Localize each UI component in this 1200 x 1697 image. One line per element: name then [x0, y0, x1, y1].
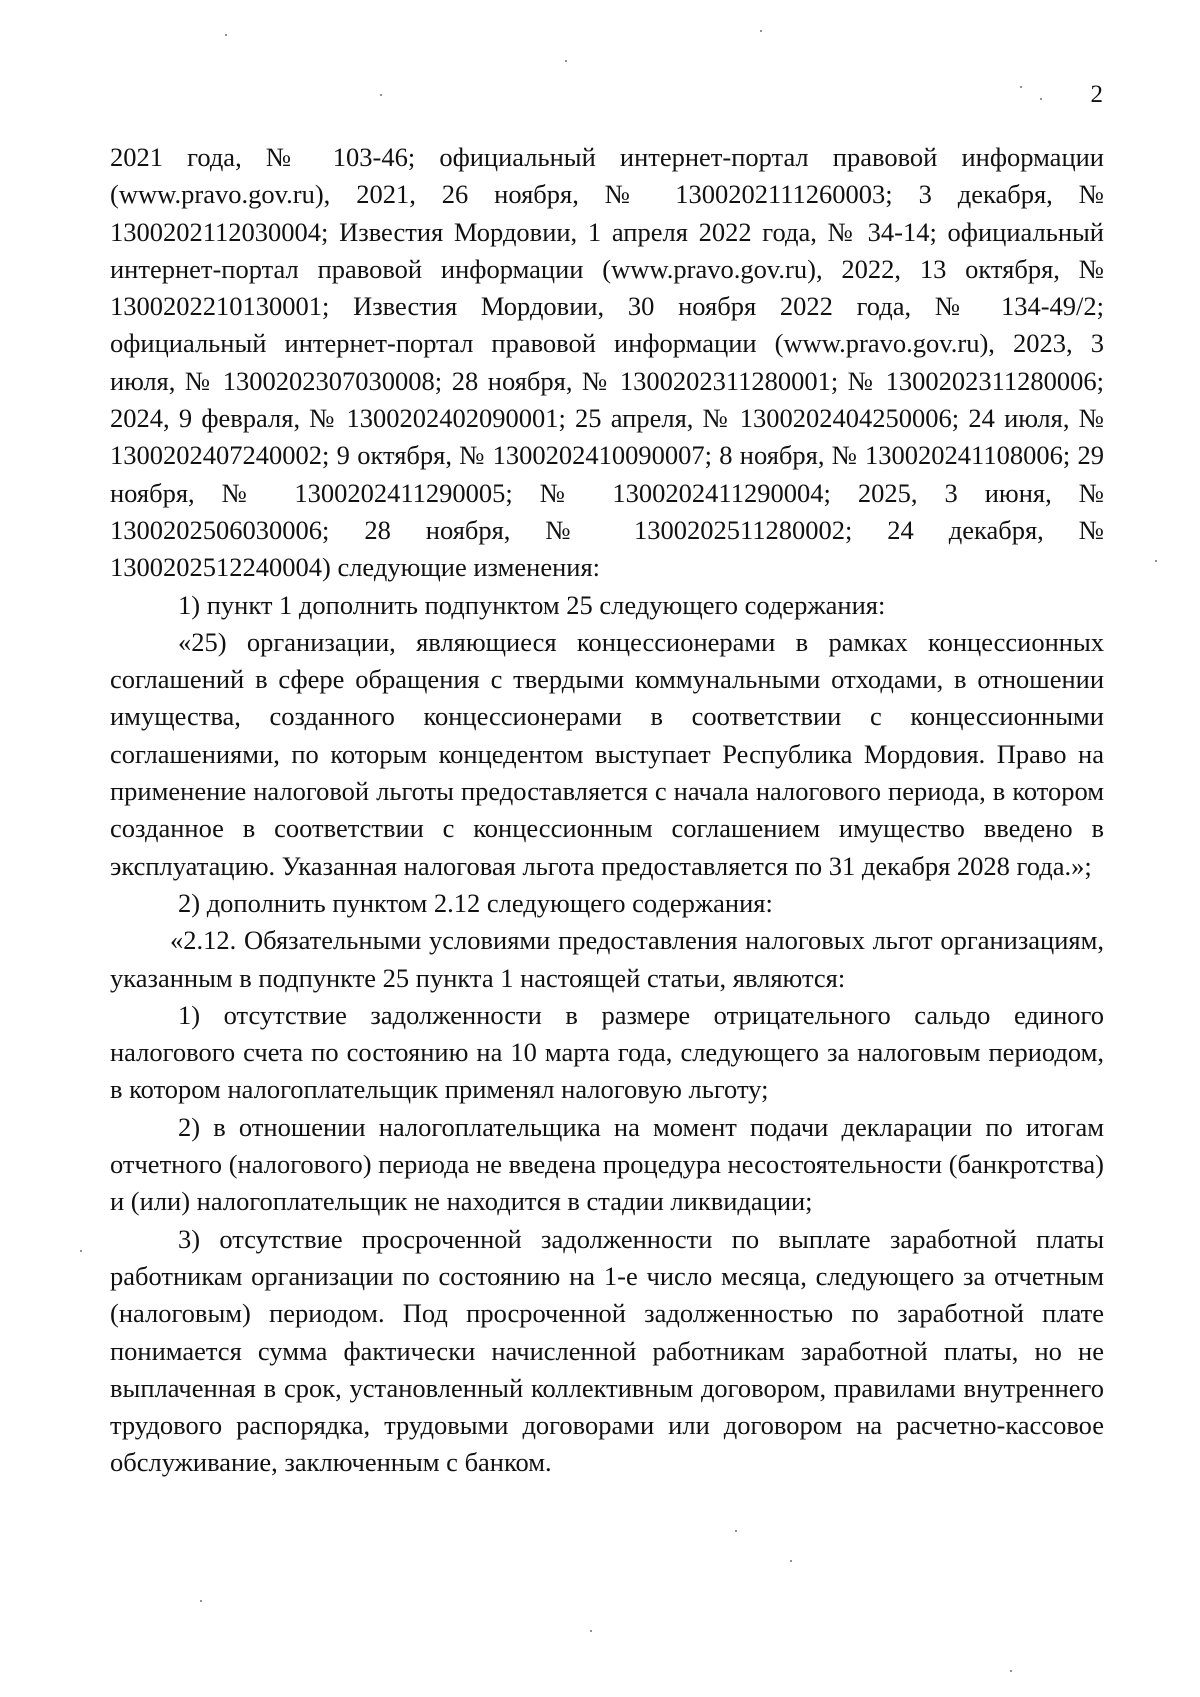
paragraph-condition-2: 2) в отношении налогоплательщика на момент подачи декларации по итогам отчетного (налогового) периода не введена процедура несостоятельности (банкротства) и (или) налогоплательщик не находится в стадии ликвидации; [110, 1111, 1104, 1217]
paragraph-item-1: 1) пункт 1 дополнить подпунктом 25 следующего содержания: [178, 589, 886, 620]
scan-speck [380, 94, 382, 96]
paragraph-point-2-12: «2.12. Обязательными условиями предоставления налоговых льгот организациям, указанным в подпункте 25 пункта 1 настоящей статьи, являются: [110, 925, 1104, 993]
scan-speck [735, 1530, 737, 1532]
paragraph-sources-list: 2021 года, № 103-46; официальный интернет-портал правовой информации (www.pravo.gov.ru), 2021, 26 ноября, № 1300202111260003; 3 декабря, № 1300202112030004; Известия Мордовии, 1 апреля 2022 года, № 34-14; официальный интернет-портал правовой информации (www.pravo.gov.ru), 2022, 13 октября, № 1300202210130001; Известия Мордовии, 30 ноября 2022 года, № 134-49/2; официальный интернет-портал правовой информации (www.pravo.gov.ru), 2023, 3 июля, № 1300202307030008; 28 ноября, № 1300202311280001; № 1300202311280006; 2024, 9 февраля, № 1300202402090001; 25 апреля, № 1300202404250006; 24 июля, № 1300202407240002; 9 октября, № 1300202410090007; 8 ноября, № 130020241108006; 29 ноября, № 1300202411290005; № 1300202411290004; 2025, 3 июня, № 1300202506030006; 28 ноября, № 1300202511280002; 24 декабря, № 1300202512240004) следующие изменения: [110, 142, 1104, 583]
scan-speck [80, 1250, 82, 1252]
scan-speck [565, 60, 567, 62]
scan-speck [225, 34, 227, 36]
document-body [110, 139, 1104, 1482]
paragraph-condition-1: 1) отсутствие задолженности в размере отрицательного сальдо единого налогового счета по состоянию на 10 марта года, следующего за налоговым периодом, в котором налогоплательщик применял налоговую льготу; [110, 999, 1104, 1105]
scan-speck [590, 1630, 592, 1632]
paragraph-condition-3: 3) отсутствие просроченной задолженности по выплате заработной платы работникам организации по состоянию на 1-е число месяца, следующего за отчетным (налоговым) периодом. Под просроченной задолженностью по заработной плате понимается сумма фактически начисленной работникам заработной платы, но не выплаченная в срок, установленный коллективным договором, правилами внутреннего трудового распорядка, трудовыми договорами или договором на расчетно-кассовое обслуживание, заключенным с банком. [110, 1223, 1104, 1478]
scan-speck [790, 1560, 792, 1562]
scan-speck [200, 1600, 202, 1602]
scan-speck [1040, 98, 1042, 100]
paragraph-item-2: 2) дополнить пунктом 2.12 следующего содержания: [178, 887, 773, 918]
page-number: 2 [1090, 81, 1103, 108]
scan-speck [760, 30, 762, 32]
scan-speck [1010, 1670, 1012, 1672]
paragraph-subitem-25: «25) организации, являющиеся концессионерами в рамках концессионных соглашений в сфере обращения с твердыми коммунальными отходами, в отношении имущества, созданного концессионерами в соответствии с концессионными соглашениями, по которым концедентом выступает Республика Мордовия. Право на применение налоговой льготы предоставляется с начала налогового периода, в котором созданное в соответствии с концессионным соглашением имущество введено в эксплуатацию. Указанная налоговая льгота предоставляется по 31 декабря 2028 года.»; [110, 626, 1104, 881]
scan-speck [1155, 560, 1157, 562]
scan-speck [1020, 86, 1022, 88]
